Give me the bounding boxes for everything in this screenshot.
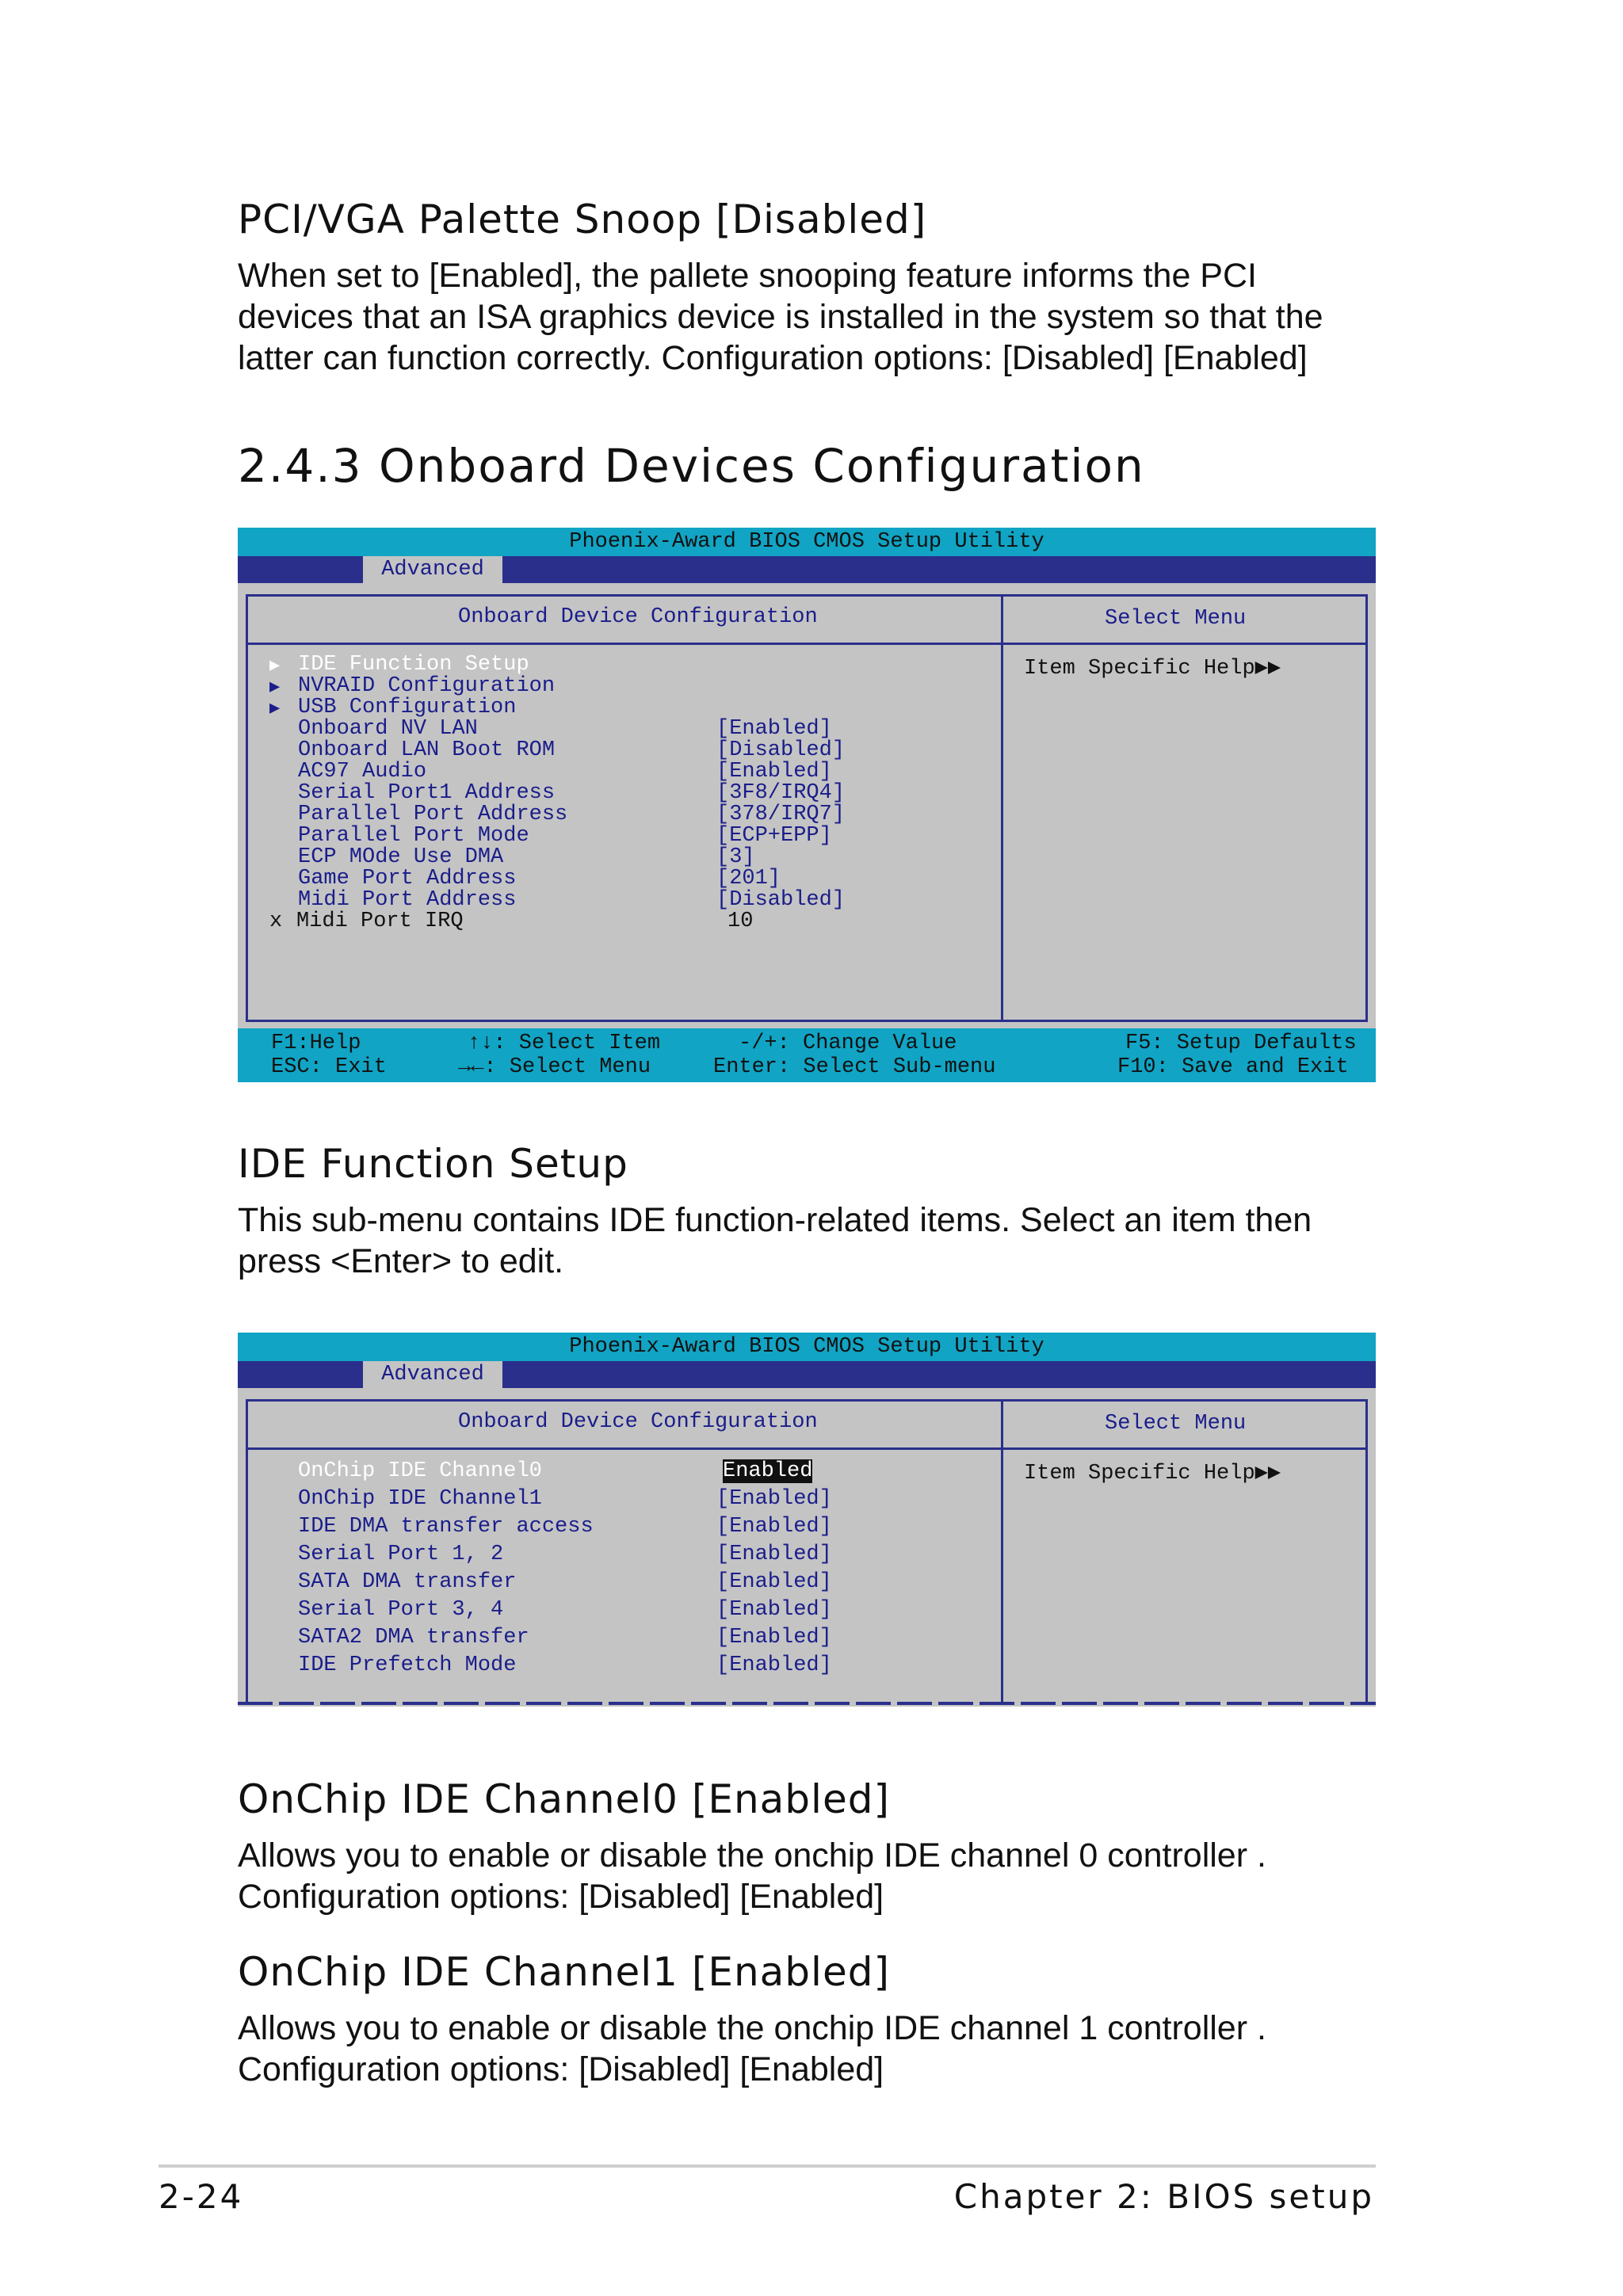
panel-divider: [1001, 1402, 1003, 1703]
section-title-onchip-ide-channel1: OnChip IDE Channel1 [Enabled]: [238, 1949, 890, 1995]
value-sata-dma-transfer[interactable]: [Enabled]: [716, 1570, 832, 1594]
chapter-label: Chapter 2: BIOS setup: [953, 2177, 1374, 2216]
value-midi-port-address[interactable]: [Disabled]: [716, 888, 846, 912]
bios-menu-bar: [238, 556, 1376, 583]
bios-title-bar: Phoenix-Award BIOS CMOS Setup Utility: [238, 1333, 1376, 1361]
onchip-ide-channel1-description: [238, 2008, 1387, 2090]
key-change-value: -/+: Change Value: [739, 1032, 957, 1055]
submenu-arrow-icon: ▶: [269, 699, 281, 719]
text-line: Allows you to enable or disable the onchip IDE channel 0 controller .: [238, 1836, 1266, 1875]
menu-item-onboard-lan-boot-rom[interactable]: Onboard LAN Boot ROM: [298, 738, 556, 762]
panel-header: Onboard Device Configuration: [458, 605, 818, 629]
value-ecp-mode-use-dma[interactable]: [3]: [716, 845, 755, 869]
bios-screen-ide-function-setup: [238, 1333, 1376, 1707]
menu-item-midi-port-address[interactable]: Midi Port Address: [298, 888, 517, 912]
section-title-onboard-devices: 2.4.3 Onboard Devices Configuration: [238, 439, 1145, 493]
menu-item-serial-port-1-2[interactable]: Serial Port 1, 2: [298, 1543, 504, 1566]
section-title-palette-snoop: PCI/VGA Palette Snoop [Disabled]: [238, 196, 927, 242]
text-line: Allows you to enable or disable the onchip IDE channel 1 controller .: [238, 2009, 1266, 2047]
text-line: Configuration options: [Disabled] [Enabled]: [238, 1878, 884, 1916]
bios-menu-bar: [238, 1361, 1376, 1388]
value-parallel-port-mode[interactable]: [ECP+EPP]: [716, 824, 832, 848]
help-header: Select Menu: [1105, 1412, 1247, 1436]
bios-screen-onboard-devices: [238, 528, 1376, 1082]
value-onboard-nv-lan[interactable]: [Enabled]: [716, 717, 832, 741]
menu-item-onboard-nv-lan[interactable]: Onboard NV LAN: [298, 717, 478, 741]
value-ac97-audio[interactable]: [Enabled]: [716, 760, 832, 784]
key-esc-exit: ESC: Exit: [271, 1055, 387, 1079]
menu-item-ac97-audio[interactable]: AC97 Audio: [298, 760, 427, 784]
footer-rule: [158, 2164, 1376, 2168]
menu-item-parallel-port-address[interactable]: Parallel Port Address: [298, 803, 568, 826]
submenu-arrow-icon: ▶: [269, 656, 281, 676]
menu-item-nvraid-configuration[interactable]: NVRAID Configuration: [298, 674, 556, 698]
panel-divider: [1001, 597, 1003, 1020]
menu-item-ide-function-setup[interactable]: IDE Function Setup: [298, 653, 529, 677]
value-onchip-ide-channel0[interactable]: [723, 1459, 812, 1483]
value-serial-port-1-2[interactable]: [Enabled]: [716, 1543, 832, 1566]
value-serial-port-3-4[interactable]: [Enabled]: [716, 1598, 832, 1622]
text-line: This sub-menu contains IDE function-related items. Select an item then: [238, 1201, 1312, 1239]
menu-item-serial-port1-address[interactable]: Serial Port1 Address: [298, 781, 556, 805]
value-ide-prefetch-mode[interactable]: [Enabled]: [716, 1653, 832, 1677]
text-line: devices that an ISA graphics device is installed in the system so that the: [238, 298, 1323, 336]
item-specific-help: Item Specific Help▶▶: [1024, 1462, 1281, 1486]
submenu-arrow-icon: ▶: [269, 677, 281, 697]
panel-header: Onboard Device Configuration: [458, 1410, 818, 1434]
menu-item-sata2-dma-transfer[interactable]: SATA2 DMA transfer: [298, 1626, 529, 1650]
panel-divider: [248, 1447, 1365, 1450]
key-select-menu: →←: Select Menu: [458, 1055, 651, 1079]
menu-item-sata-dma-transfer[interactable]: SATA DMA transfer: [298, 1570, 517, 1594]
bios-title-bar: Phoenix-Award BIOS CMOS Setup Utility: [238, 528, 1376, 556]
menu-item-usb-configuration[interactable]: USB Configuration: [298, 696, 517, 719]
menu-item-ide-dma-transfer-access[interactable]: IDE DMA transfer access: [298, 1515, 594, 1539]
onchip-ide-channel0-description: [238, 1835, 1387, 1917]
palette-snoop-description: [238, 255, 1387, 379]
item-specific-help: Item Specific Help▶▶: [1024, 657, 1281, 681]
help-header: Select Menu: [1105, 607, 1247, 631]
selected-value[interactable]: Enabled: [723, 1459, 813, 1483]
page-number: 2-24: [158, 2177, 244, 2216]
key-f1-help: F1:Help: [271, 1032, 361, 1055]
value-onchip-ide-channel1[interactable]: [Enabled]: [716, 1487, 832, 1511]
key-f10-save-exit: F10: Save and Exit: [1117, 1055, 1349, 1079]
value-serial-port1-address[interactable]: [3F8/IRQ4]: [716, 781, 846, 805]
text-line: When set to [Enabled], the pallete snooping feature informs the PCI: [238, 257, 1257, 295]
value-parallel-port-address[interactable]: [378/IRQ7]: [716, 803, 846, 826]
value-sata2-dma-transfer[interactable]: [Enabled]: [716, 1626, 832, 1650]
screen-cut-edge: [238, 1702, 1376, 1705]
value-ide-dma-transfer-access[interactable]: [Enabled]: [716, 1515, 832, 1539]
menu-item-midi-port-irq: Midi Port IRQ: [296, 910, 464, 933]
bios-key-legend: [238, 1028, 1376, 1082]
tab-advanced[interactable]: Advanced: [363, 556, 502, 583]
panel-divider: [248, 643, 1365, 645]
menu-item-game-port-address[interactable]: Game Port Address: [298, 867, 517, 891]
text-line: Configuration options: [Disabled] [Enabled]: [238, 2050, 884, 2088]
key-enter-submenu: Enter: Select Sub-menu: [713, 1055, 996, 1079]
menu-item-serial-port-3-4[interactable]: Serial Port 3, 4: [298, 1598, 504, 1622]
value-onboard-lan-boot-rom[interactable]: [Disabled]: [716, 738, 846, 762]
section-title-ide-function-setup: IDE Function Setup: [238, 1141, 628, 1187]
menu-item-ide-prefetch-mode[interactable]: IDE Prefetch Mode: [298, 1653, 517, 1677]
key-f5-defaults: F5: Setup Defaults: [1125, 1032, 1357, 1055]
tab-advanced[interactable]: Advanced: [363, 1361, 502, 1388]
menu-item-onchip-ide-channel1[interactable]: OnChip IDE Channel1: [298, 1487, 542, 1511]
text-line: press <Enter> to edit.: [238, 1242, 564, 1280]
menu-item-onchip-ide-channel0[interactable]: OnChip IDE Channel0: [298, 1459, 542, 1483]
section-title-onchip-ide-channel0: OnChip IDE Channel0 [Enabled]: [238, 1776, 890, 1822]
menu-item-parallel-port-mode[interactable]: Parallel Port Mode: [298, 824, 529, 848]
disabled-item-marker: x: [269, 910, 283, 933]
menu-item-ecp-mode-use-dma[interactable]: ECP MOde Use DMA: [298, 845, 504, 869]
key-select-item: ↑↓: Select Item: [468, 1032, 661, 1055]
value-game-port-address[interactable]: [201]: [716, 867, 781, 891]
ide-function-description: [238, 1199, 1387, 1282]
value-midi-port-irq: 10: [727, 910, 754, 933]
text-line: latter can function correctly. Configuration options: [Disabled] [Enabled]: [238, 339, 1308, 377]
